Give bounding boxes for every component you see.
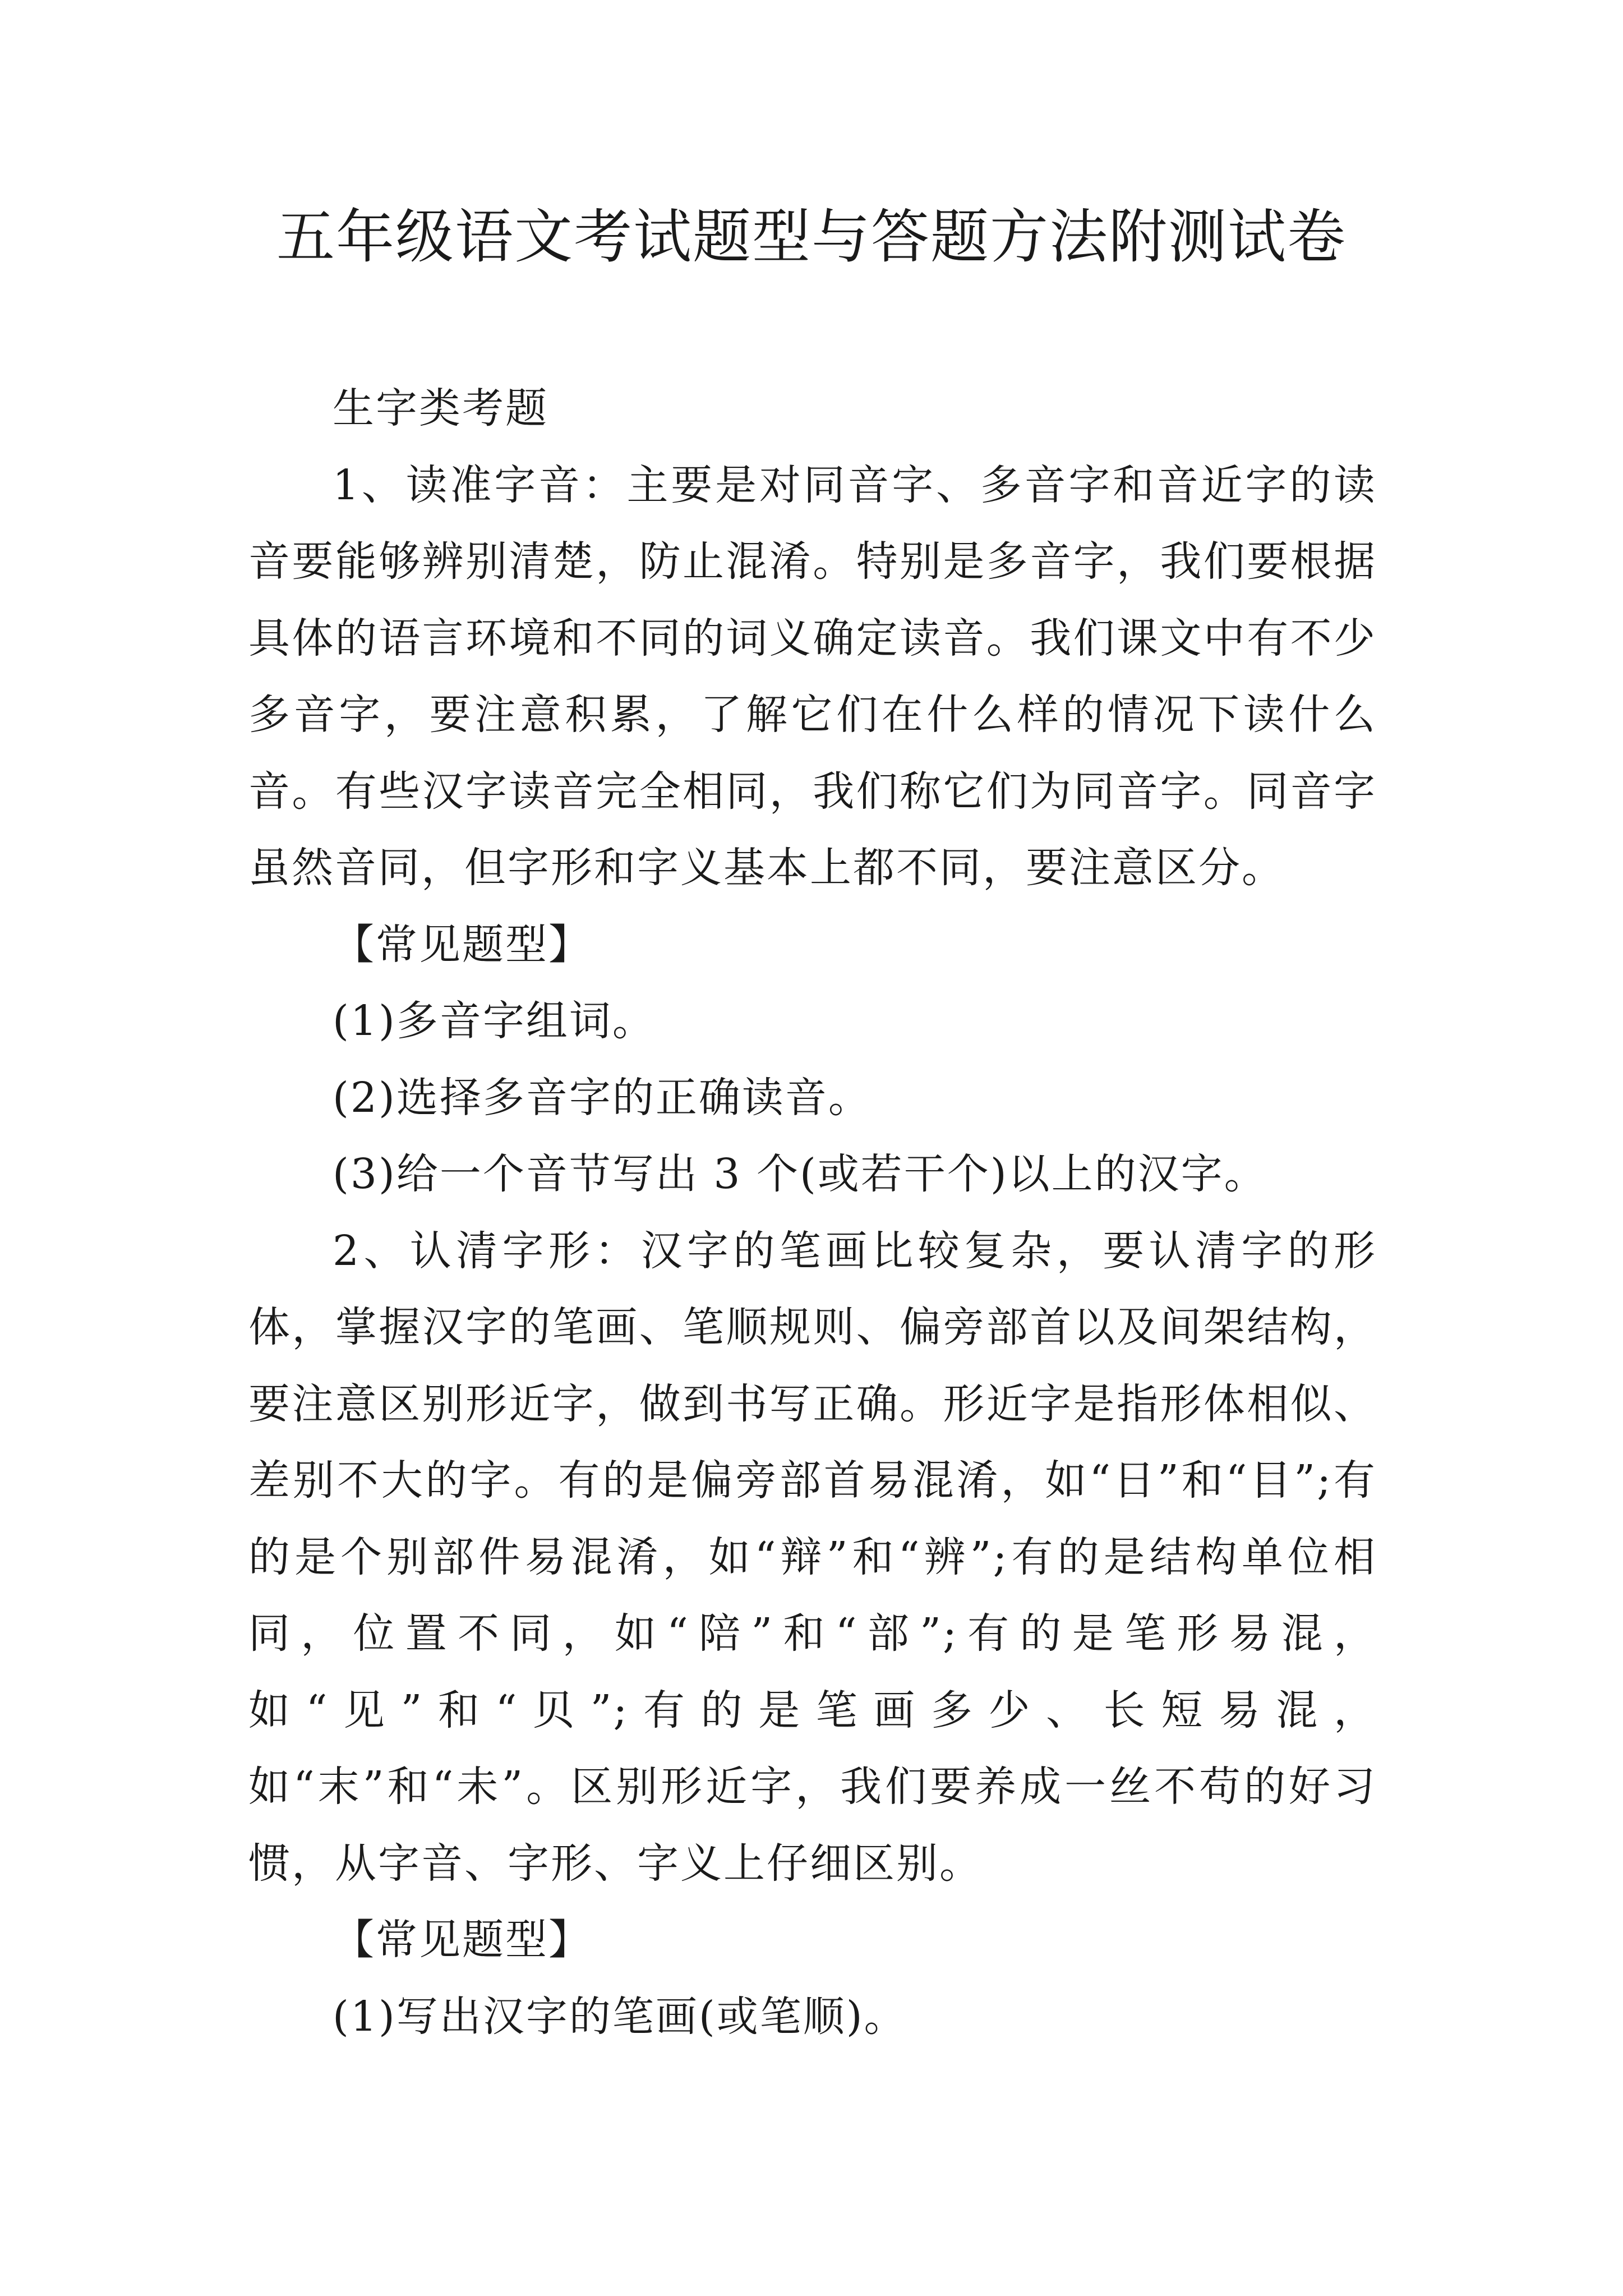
paragraph-recognize-shape: 2、认清字形：汉字的笔画比较复杂，要认清字的形体，掌握汉字的笔画、笔顺规则、偏旁部首以及间架结构，要注意区别形近字，做到书写正确。形近字是指形体相似、差别不大的字。有的是偏旁部首易混淆，如“日”和“目”;有的是个别部件易混淆，如“辩”和“辨”;有的是结构单位相同，位置不同，如“陪”和“部”;有的是笔形易混，如“见”和“贝”;有的是笔画多少、长短易混，如“末”和“未”。区别形近字，我们要养成一丝不苟的好习惯，从字音、字形、字义上仔细区别。	[248, 1226, 1377, 1888]
document-title: 五年级语文考试题型与答题方法附测试卷	[276, 203, 1347, 271]
paragraph-read-pronunciation: 1、读准字音：主要是对同音字、多音字和音近字的读音要能够辨别清楚，防止混淆。特别是多音字，我们要根据具体的语言环境和不同的词义确定读音。我们课文中有不少多音字，要注意积累，了解它们在什么样的情况下读什么音。有些汉字读音完全相同，我们称它们为同音字。同音字虽然音同，但字形和字义基本上都不同，要注意区分。	[248, 461, 1377, 892]
section-heading: 生字类考题	[333, 384, 548, 432]
document-body	[248, 370, 1377, 2055]
question-type-item: (1)写出汉字的笔画(或笔顺)。	[333, 1992, 907, 2041]
question-type-item: (3)给一个音节写出 3 个(或若干个)以上的汉字。	[333, 1150, 1267, 1198]
question-type-item: (2)选择多音字的正确读音。	[333, 1073, 872, 1122]
common-question-types-label: 【常见题型】	[333, 920, 592, 969]
common-question-types-label: 【常见题型】	[333, 1916, 592, 1964]
question-type-item: (1)多音字组词。	[333, 997, 656, 1045]
